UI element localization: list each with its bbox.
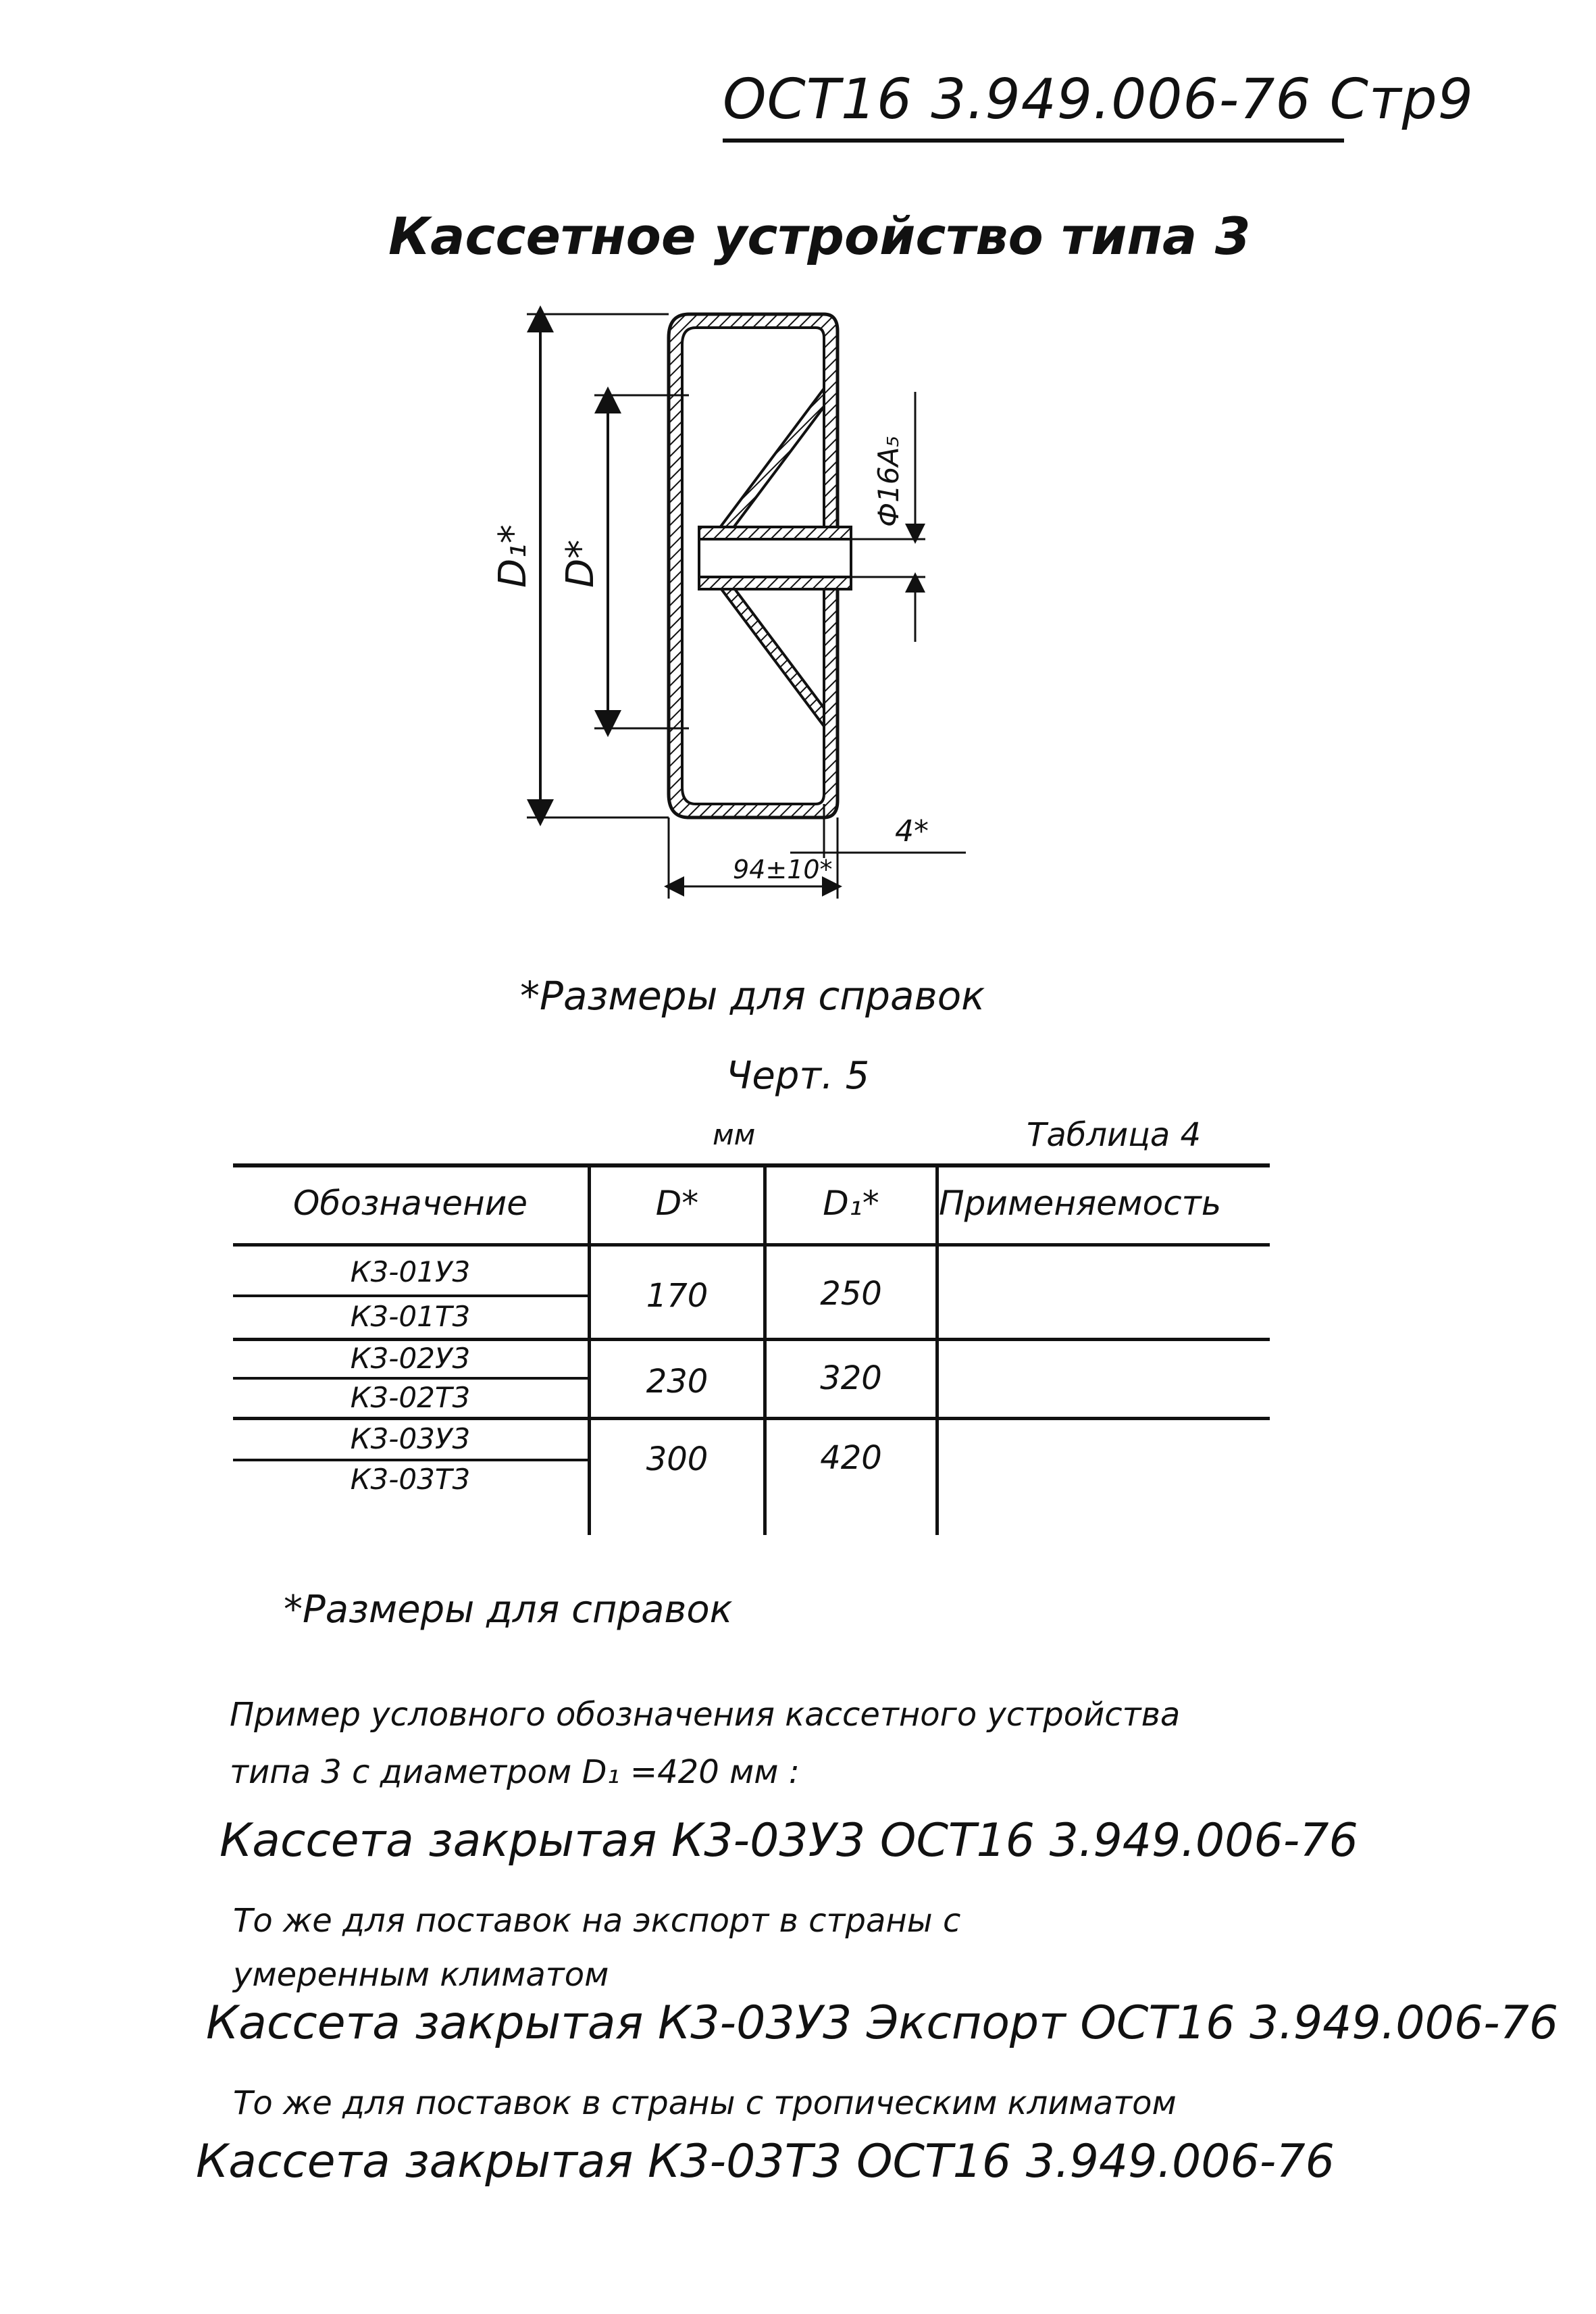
table-units: мм bbox=[713, 1118, 756, 1151]
row-divider bbox=[233, 1377, 588, 1380]
table-cell-d1: 420 bbox=[820, 1439, 882, 1477]
designation-example-3: Кассета закрытая К3-03Т3 ОСТ16 3.949.006-76 bbox=[196, 2135, 1335, 2188]
hub-bore bbox=[699, 539, 851, 577]
example-intro-line2: типа 3 с диаметром D₁ =420 мм : bbox=[230, 1753, 800, 1791]
table-row-code: К3-03У3 bbox=[350, 1422, 471, 1455]
export-note-line1: То же для поставок на экспорт в страны с bbox=[233, 1902, 961, 1940]
table-row-code: К3-03Т3 bbox=[350, 1463, 471, 1496]
table-row-code: К3-02Т3 bbox=[350, 1381, 471, 1414]
dim-d1-label: D₁* bbox=[491, 524, 535, 588]
table-cell-d: 170 bbox=[646, 1277, 709, 1315]
table-cell-d1: 320 bbox=[820, 1359, 882, 1397]
group-divider bbox=[233, 1338, 1270, 1341]
table-top-rule bbox=[233, 1163, 1270, 1167]
example-intro-line1: Пример условного обозначения кассетного устройства bbox=[230, 1696, 1181, 1734]
header-usage: Применяемость bbox=[939, 1184, 1222, 1223]
table-row-code: К3-02У3 bbox=[350, 1342, 471, 1375]
table-cell-d: 300 bbox=[646, 1440, 709, 1478]
drawing-number: Черт. 5 bbox=[726, 1054, 870, 1098]
designation-example-1: Кассета закрытая К3-03У3 ОСТ16 3.949.006-76 bbox=[220, 1814, 1358, 1867]
reference-note: *Размеры для справок bbox=[520, 973, 985, 1019]
drawing-title: Кассетное устройство типа 3 bbox=[388, 206, 1251, 266]
row-divider bbox=[233, 1459, 588, 1461]
header-d: D* bbox=[655, 1184, 699, 1223]
reference-note-bottom: *Размеры для справок bbox=[284, 1588, 733, 1632]
export-note-line2: умеренным климатом bbox=[233, 1956, 609, 1994]
dim-d-label: D* bbox=[559, 539, 602, 588]
hub-top-wall bbox=[699, 527, 851, 539]
tropic-note: То же для поставок в страны с тропическим климатом bbox=[233, 2084, 1177, 2122]
row-divider bbox=[233, 1294, 588, 1297]
table-row-code: К3-01Т3 bbox=[350, 1300, 471, 1333]
table-header-rule bbox=[233, 1243, 1270, 1247]
group-divider bbox=[233, 1417, 1270, 1420]
header-d1: D₁* bbox=[823, 1184, 879, 1223]
header-underline bbox=[723, 139, 1344, 143]
document-code: ОСТ16 3.949.006-76 Стр9 bbox=[723, 68, 1474, 132]
dim-width-label: 94±10* bbox=[733, 855, 833, 884]
dim-wall-label: 4* bbox=[895, 814, 929, 849]
header-designation: Обозначение bbox=[293, 1184, 527, 1223]
table-row-code: К3-01У3 bbox=[350, 1255, 471, 1288]
table-cell-d: 230 bbox=[646, 1363, 709, 1401]
cassette-type3-drawing bbox=[466, 304, 979, 926]
hub-bottom-wall bbox=[699, 577, 851, 589]
designation-example-2: Кассета закрытая К3-03У3 Экспорт ОСТ16 3.949.006-76 bbox=[206, 1996, 1559, 2050]
table-number: Таблица 4 bbox=[1027, 1116, 1202, 1154]
dim-bore-label: Ф16А₅ bbox=[872, 435, 905, 527]
table-cell-d1: 250 bbox=[820, 1275, 882, 1313]
